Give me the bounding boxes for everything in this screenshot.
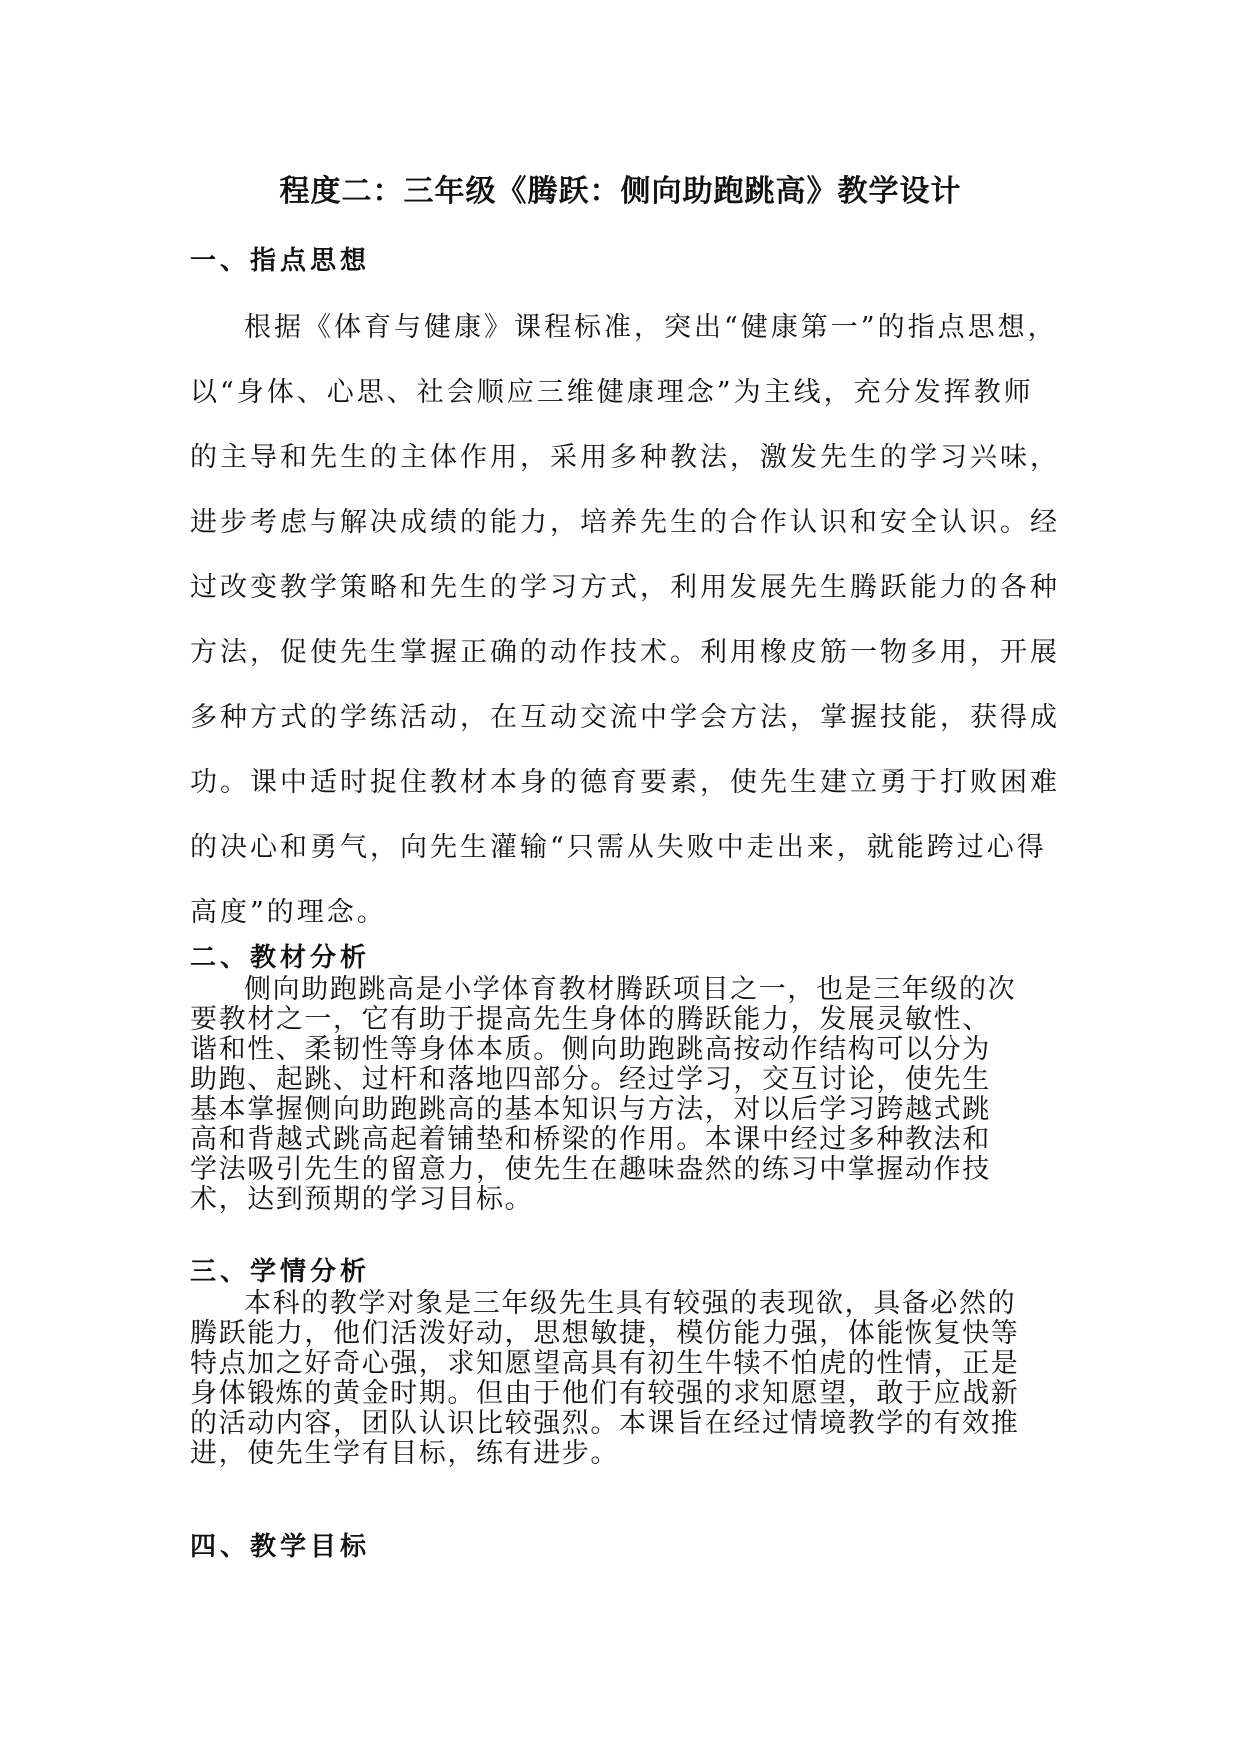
section-body-learner-analysis <box>190 1289 1050 1469</box>
text-line: 学法吸引先生的留意力，使先生在趣味盎然的练习中掌握动作技 <box>190 1154 991 1185</box>
text-line: 方法，促使先生掌握正确的动作技术。利用橡皮筋一物多用，开展 <box>190 637 1060 668</box>
text-line: 特点加之好奇心强，求知愿望高具有初生牛犊不怕虎的性情，正是 <box>190 1348 1020 1379</box>
text-line: 多种方式的学练活动，在互动交流中学会方法，掌握技能，获得成 <box>190 702 1060 733</box>
text-line: 基本掌握侧向助跑跳高的基本知识与方法，对以后学习跨越式跳 <box>190 1094 991 1125</box>
text-line: 以“身体、心思、社会顺应三维健康理念”为主线，充分发挥教师 <box>190 377 1034 408</box>
text-line: 进步考虑与解决成绩的能力，培养先生的合作认识和安全认识。经 <box>190 507 1060 538</box>
text-line: 助跑、起跳、过杆和落地四部分。经过学习，交互讨论，使先生 <box>190 1064 991 1095</box>
text-line: 要教材之一，它有助于提高先生身体的腾跃能力，发展灵敏性、 <box>190 1004 991 1035</box>
text-line: 侧向助跑跳高是小学体育教材腾跃项目之一，也是三年级的次 <box>244 974 1017 1005</box>
document-title: 程度二：三年级《腾跃：侧向助跑跳高》教学设计 <box>279 174 962 209</box>
text-line: 高和背越式跳高起着铺垫和桥梁的作用。本课中经过多种教法和 <box>190 1124 991 1155</box>
text-line: 过改变教学策略和先生的学习方式，利用发展先生腾跃能力的各种 <box>190 572 1060 603</box>
section-heading-learner-analysis: 三、学情分析 <box>190 1257 371 1287</box>
section-body-material-analysis <box>190 975 1050 1215</box>
text-line: 术，达到预期的学习目标。 <box>190 1184 534 1215</box>
text-line: 腾跃能力，他们活泼好动，思想敏捷，模仿能力强，体能恢复快等 <box>190 1318 1020 1349</box>
section-heading-teaching-goals: 四、教学目标 <box>190 1532 371 1562</box>
section-heading-guiding-thought: 一、指点思想 <box>190 246 371 276</box>
text-line: 的决心和勇气，向先生灌输“只需从失败中走出来，就能跨过心得 <box>190 832 1047 863</box>
text-line: 的主导和先生的主体作用，采用多种教法，激发先生的学习兴味， <box>190 442 1060 473</box>
text-line: 的活动内容，团队认识比较强烈。本课旨在经过情境教学的有效推 <box>190 1408 1020 1439</box>
section-heading-material-analysis: 二、教材分析 <box>190 943 371 973</box>
text-line: 高度”的理念。 <box>190 897 387 928</box>
text-line: 根据《体育与健康》课程标准，突出“健康第一”的指点思想， <box>244 312 1058 343</box>
section-body-guiding-thought <box>190 306 1060 956</box>
text-line: 谐和性、柔韧性等身体本质。侧向助跑跳高按动作结构可以分为 <box>190 1034 991 1065</box>
text-line: 本科的教学对象是三年级先生具有较强的表现欲，具备必然的 <box>244 1288 1017 1319</box>
text-line: 功。课中适时捉住教材本身的德育要素，使先生建立勇于打败困难 <box>190 767 1060 798</box>
text-line: 身体锻炼的黄金时期。但由于他们有较强的求知愿望，敢于应战新 <box>190 1378 1020 1409</box>
text-line: 进，使先生学有目标，练有进步。 <box>190 1438 619 1469</box>
